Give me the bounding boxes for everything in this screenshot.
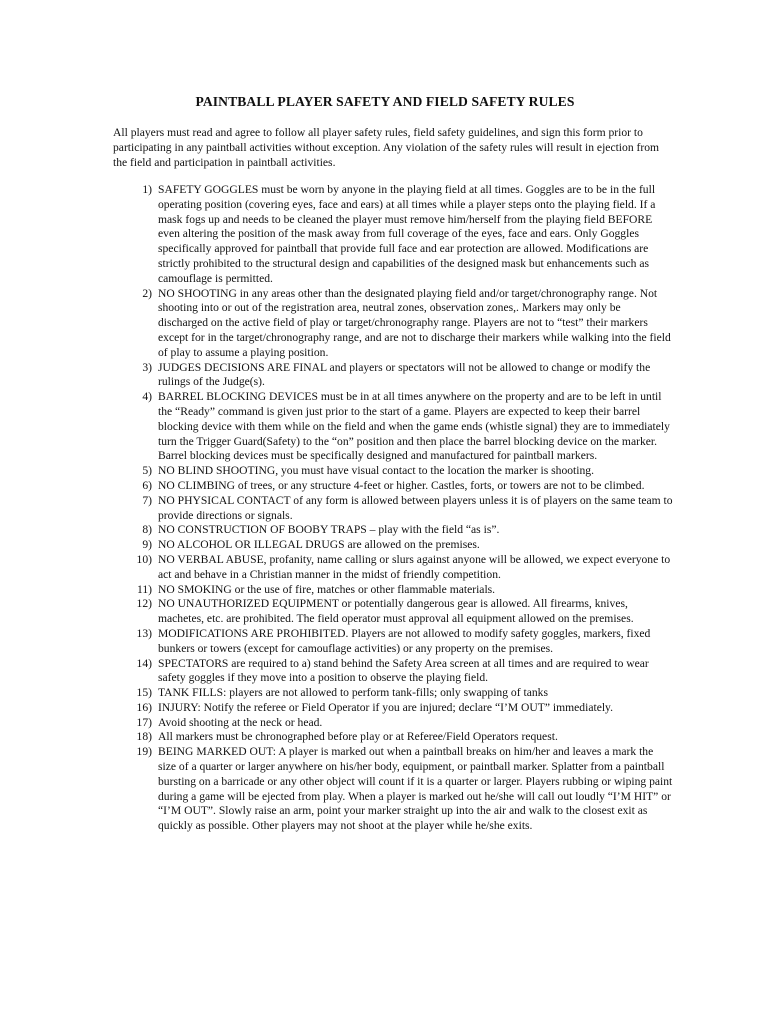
rule-text: All markers must be chronographed before play or at Referee/Field Operators request.: [158, 730, 558, 744]
rule-item: [113, 494, 673, 524]
rule-number: 8): [142, 523, 152, 537]
rule-number: 6): [142, 478, 152, 492]
rule-number: 17): [136, 715, 152, 729]
rule-number: 13): [136, 626, 152, 640]
rules-list: [113, 183, 673, 834]
rule-number: 18): [136, 730, 152, 744]
rule-text: INJURY: Notify the referee or Field Operator if you are injured; declare “I’M OUT” immediately.: [158, 700, 614, 714]
rule-text: SPECTATORS are required to a) stand behind the Safety Area screen at all times and are required to wear safety goggles if they move into a position to observe the playing field.: [158, 656, 649, 685]
rule-text: BEING MARKED OUT: A player is marked out when a paintball breaks on him/her and leaves a mark the size of a quarter or larger anywhere on his/her body, equipment, or paintball marker. Splatter from a paintball bursting on a barricade or any other object will count if it is a quarter or larger. Players rubbing or wiping paint during a game will be ejected from play. When a player is marked out he/she will call out loudly “I’M HIT” or “I’M OUT”. Slowly raise an arm, point your marker straight up into the air and walk to the closest exit as quickly as possible. Other players may not shoot at the player while he/she exits.: [158, 745, 673, 833]
rule-item: [113, 701, 673, 716]
rule-item: [113, 523, 673, 538]
rule-number: 3): [142, 360, 152, 374]
rule-item: [113, 730, 673, 745]
rule-text: NO SHOOTING in any areas other than the designated playing field and/or target/chronography range. Not shooting into or out of the registration area, neutral zones, observation zones,. Markers may only be discharged on the active field of play or target/chronography range. Players are not to “test” their markers except for in the target/chronography range, and are not to discharge their markers while walking into the field of play to assume a playing position.: [158, 286, 671, 359]
rule-text: NO SMOKING or the use of fire, matches or other flammable materials.: [158, 582, 496, 596]
rule-text: NO CONSTRUCTION OF BOOBY TRAPS – play with the field “as is”.: [158, 523, 500, 537]
rule-text: NO CLIMBING of trees, or any structure 4-feet or higher. Castles, forts, or towers are not to be climbed.: [158, 478, 645, 492]
rule-number: 4): [142, 390, 152, 404]
rule-item: [113, 716, 673, 731]
rule-number: 11): [136, 582, 152, 596]
rule-number: 19): [136, 745, 152, 759]
rule-item: [113, 657, 673, 687]
rule-item: [113, 583, 673, 598]
rule-number: 9): [142, 538, 152, 552]
rule-item: [113, 627, 673, 657]
rule-number: 14): [136, 656, 152, 670]
rule-text: Avoid shooting at the neck or head.: [158, 715, 323, 729]
rule-number: 12): [136, 597, 152, 611]
rule-item: [113, 745, 673, 834]
rule-number: 5): [142, 464, 152, 478]
rule-text: NO BLIND SHOOTING, you must have visual contact to the location the marker is shooting.: [158, 464, 594, 478]
rule-text: MODIFICATIONS ARE PROHIBITED. Players are not allowed to modify safety goggles, markers, fixed bunkers or towers (except for camouflage activities) or any property on the premises.: [158, 626, 651, 655]
rule-number: 7): [142, 493, 152, 507]
rule-item: [113, 361, 673, 391]
rule-item: [113, 686, 673, 701]
rule-item: [113, 464, 673, 479]
rule-text: NO PHYSICAL CONTACT of any form is allowed between players unless it is of players on the same team to provide directions or signals.: [158, 493, 673, 522]
rule-number: 10): [136, 552, 152, 566]
rule-number: 15): [136, 686, 152, 700]
rule-item: [113, 597, 673, 627]
document-title: PAINTBALL PLAYER SAFETY AND FIELD SAFETY RULES: [195, 94, 575, 109]
rule-text: NO VERBAL ABUSE, profanity, name calling or slurs against anyone will be allowed, we expect everyone to act and behave in a Christian manner in the midst of friendly competition.: [158, 552, 671, 581]
intro-paragraph: All players must read and agree to follow all player safety rules, field safety guidelines, and sign this form prior to participating in any paintball activities without exception. Any violation of the safety rules will result in ejection from the field and participation in paintball activities.: [113, 126, 660, 169]
rule-item: [113, 183, 673, 287]
rule-number: 1): [142, 183, 152, 196]
rule-text: NO UNAUTHORIZED EQUIPMENT or potentially dangerous gear is allowed. All firearms, knives, machetes, etc. are prohibited. The field operator must approval all equipment allowed on the premises.: [158, 597, 634, 626]
rule-text: TANK FILLS: players are not allowed to perform tank-fills; only swapping of tanks: [158, 686, 548, 700]
rule-number: 16): [136, 700, 152, 714]
rule-item: [113, 479, 673, 494]
rule-text: JUDGES DECISIONS ARE FINAL and players or spectators will not be allowed to change or modify the rulings of the Judge(s).: [158, 360, 651, 389]
rule-item: [113, 390, 673, 464]
rule-number: 2): [142, 286, 152, 300]
rule-item: [113, 553, 673, 583]
rule-item: [113, 287, 673, 361]
rule-text: BARREL BLOCKING DEVICES must be in at all times anywhere on the property and are to be left in until the “Ready” command is given just prior to the start of a game. Players are expected to keep their barrel blocking device with them while on the field and when the game ends (whistle signal) they are to immediately turn the Trigger Guard(Safety) to the “on” position and then place the barrel blocking device on the marker. Barrel blocking devices must be specifically designed and manufactured for paintball markers.: [158, 390, 670, 463]
rule-text: NO ALCOHOL OR ILLEGAL DRUGS are allowed on the premises.: [158, 538, 480, 552]
rule-text: SAFETY GOGGLES must be worn by anyone in the playing field at all times. Goggles are to be in the full operating position (covering eyes, face and ears) at all times while a player steps onto the playing field. If a mask fogs up and needs to be cleaned the player must remove him/herself from the playing field BEFORE even altering the position of the mask away from full coverage of the eyes, face and ears. Only Goggles specifically approved for paintball that provide full face and ear protection are allowed. Modifications are strictly prohibited to the structural design and capabilities of the designed mask but enhancements such as camouflage is permitted.: [158, 183, 656, 285]
rule-item: [113, 538, 673, 553]
